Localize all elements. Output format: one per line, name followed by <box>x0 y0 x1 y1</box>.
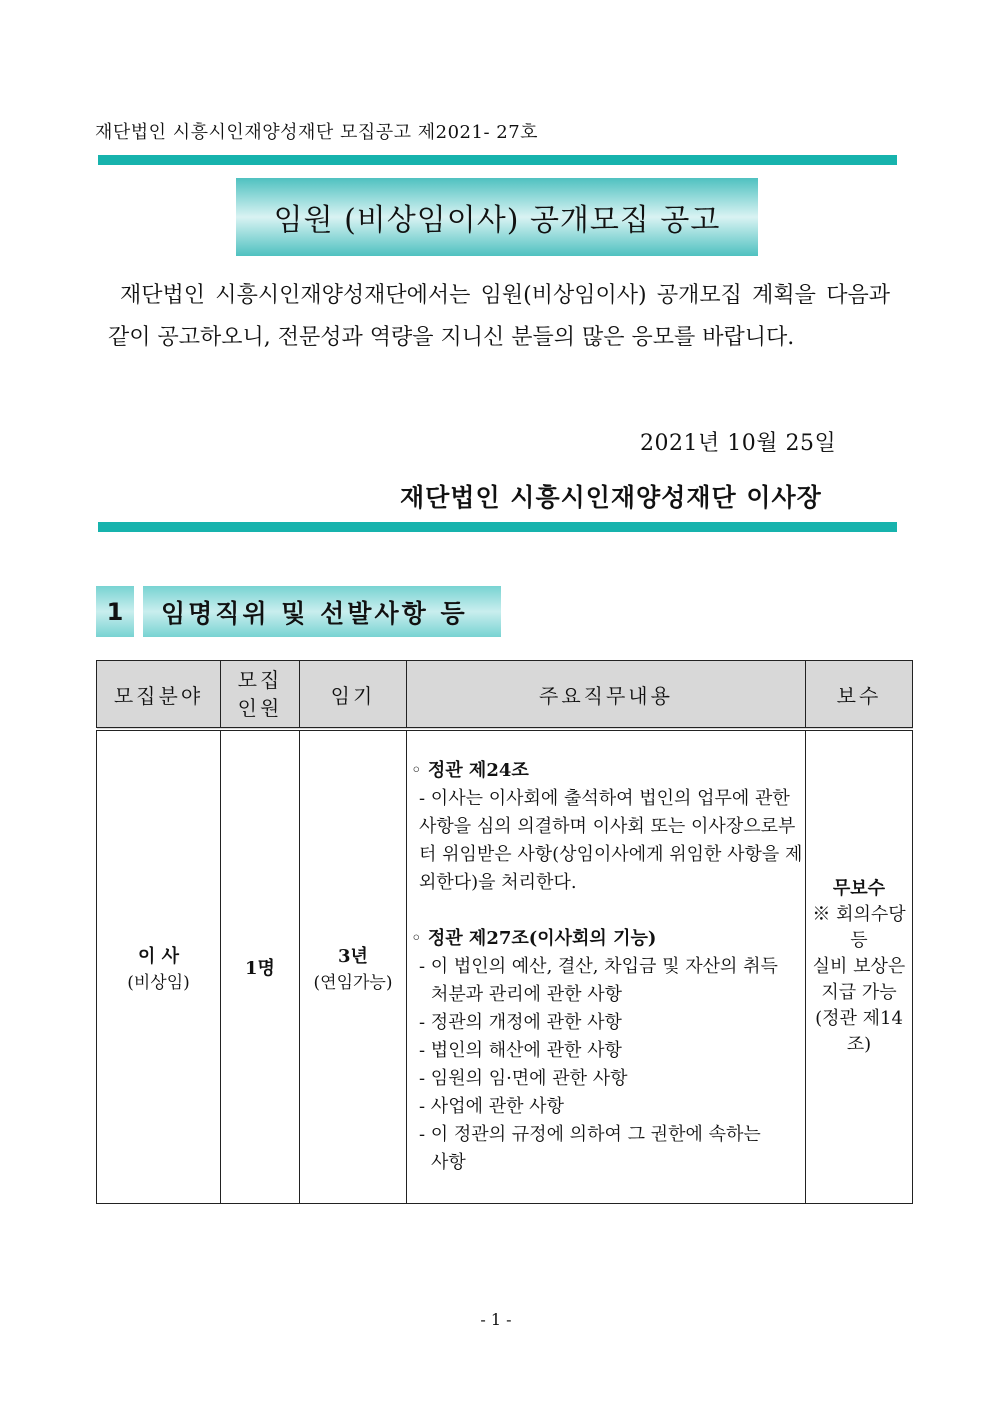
duty-heading-1: ◦ 정관 제24조 <box>411 760 529 781</box>
duty-item: - 임원의 임·면에 관한 사항 <box>419 1068 628 1089</box>
pay-note-2: 실비 보상은 <box>812 956 906 977</box>
duty-spacer <box>411 897 803 925</box>
header-duties-label: 주요직무내용 <box>539 683 673 708</box>
count-value: 1명 <box>245 958 275 979</box>
table-row <box>97 729 913 1204</box>
pay-note-4: (정관 제14조) <box>815 1008 903 1055</box>
top-divider <box>98 155 897 165</box>
header-term <box>300 661 407 730</box>
header-term-label: 임기 <box>330 683 376 708</box>
section-title: 임명직위 및 선발사항 등 <box>143 586 501 637</box>
page-number: - 1 - <box>480 1310 512 1329</box>
duty-item: - 이 법인의 예산, 결산, 차입금 및 자산의 취득 <box>419 956 778 977</box>
signer: 재단법인 시흥시인재양성재단 이사장 <box>400 483 822 512</box>
duty-item: 처분과 관리에 관한 사항 <box>431 984 623 1005</box>
recruitment-table <box>96 660 913 1204</box>
field-main: 이 사 <box>137 945 180 967</box>
cell-term <box>300 729 407 1204</box>
header-count-line1: 모집 <box>237 668 283 692</box>
header-count-line2: 인원 <box>237 696 283 720</box>
header-duties <box>407 661 806 730</box>
header-field <box>97 661 221 730</box>
header-pay <box>806 661 913 730</box>
duty-text-1: - 이사는 이사회에 출석하여 법인의 업무에 관한 사항을 심의 의결하며 이사회 또는 이사장으로부터 위임받은 사항(상임이사에게 위임한 사항을 제외한다)을 처리한다. <box>419 788 803 893</box>
cell-pay <box>806 729 913 1204</box>
pay-main: 무보수 <box>832 878 886 899</box>
bottom-divider <box>98 522 897 532</box>
duty-item: 사항 <box>431 1152 466 1173</box>
pay-note-3: 지급 가능 <box>821 982 897 1003</box>
pay-note-1: ※ 회의수당 등 <box>812 904 906 951</box>
intro-paragraph: 재단법인 시흥시인재양성재단에서는 임원(비상임이사) 공개모집 계획을 다음과 같이 공고하오니, 전문성과 역량을 지니신 분들의 많은 응모를 바랍니다. <box>108 283 890 350</box>
cell-duties <box>407 729 806 1204</box>
duty-heading-2: ◦ 정관 제27조(이사회의 기능) <box>411 928 657 949</box>
page-title-text: 임원 (비상임이사) 공개모집 공고 <box>273 203 721 238</box>
document-number: 재단법인 시흥시인재양성재단 모집공고 제2021- 27호 <box>95 122 539 143</box>
page-title <box>236 178 758 256</box>
cell-field <box>97 729 221 1204</box>
duty-item: - 정관의 개정에 관한 사항 <box>419 1012 622 1033</box>
term-main: 3년 <box>338 945 368 967</box>
announcement-date: 2021년 10월 25일 <box>640 431 837 456</box>
duty-item: - 이 정관의 규정에 의하여 그 권한에 속하는 <box>419 1124 761 1145</box>
header-field-label: 모집분야 <box>113 683 204 708</box>
table-header-row <box>97 661 913 730</box>
term-sub: (연임가능) <box>313 972 393 993</box>
header-pay-label: 보수 <box>836 683 882 708</box>
duty-item: - 사업에 관한 사항 <box>419 1096 564 1117</box>
header-count <box>221 661 300 730</box>
duty-item: - 법인의 해산에 관한 사항 <box>419 1040 622 1061</box>
field-sub: (비상임) <box>127 972 190 993</box>
section-number: 1 <box>96 586 134 637</box>
cell-count <box>221 729 300 1204</box>
